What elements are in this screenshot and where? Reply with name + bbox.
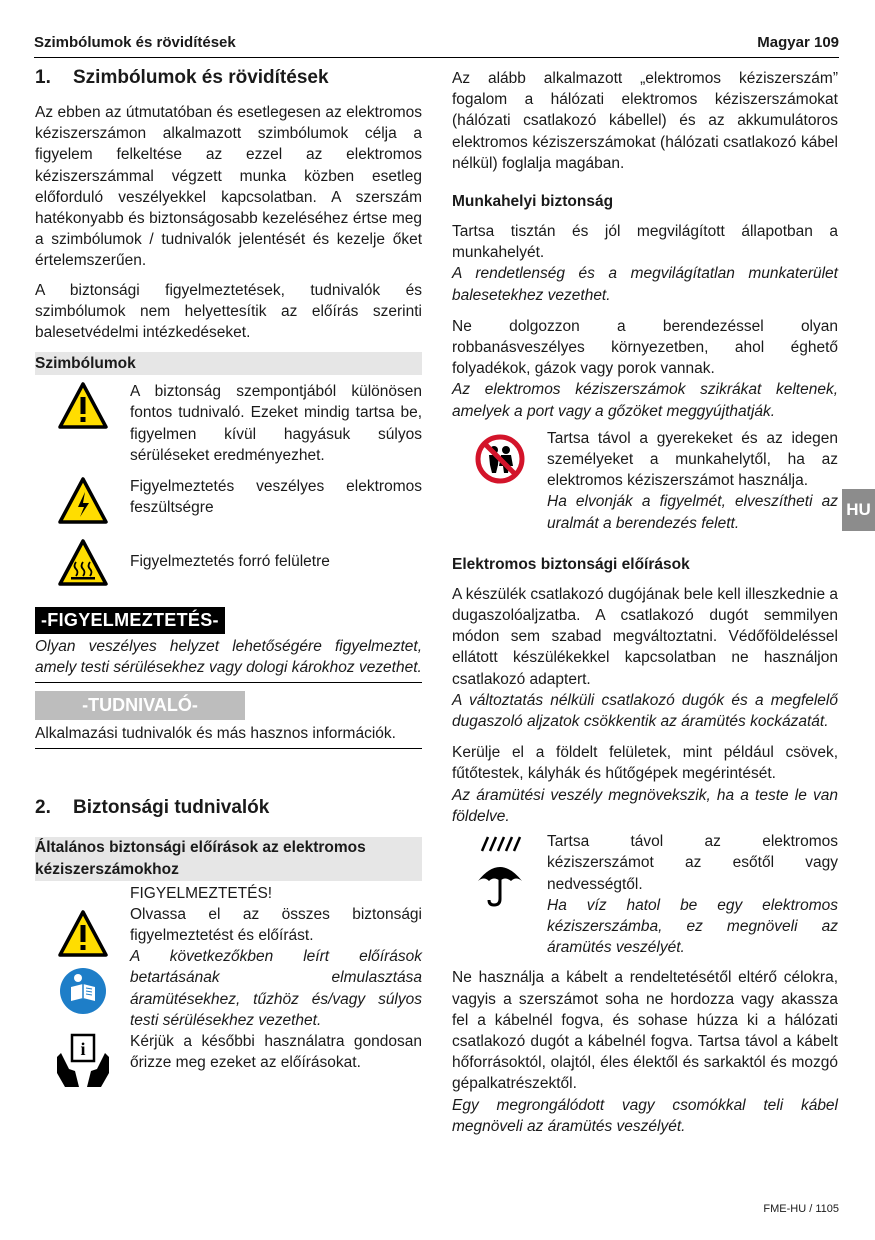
keep-instructions-icon <box>35 1031 130 1091</box>
symbol-row: i Kérjük a későbbi használatra gondosan őrizze meg ezeket az előírásokat. <box>35 1031 422 1091</box>
warning-triangle-icon <box>35 381 130 466</box>
section-1-title: 1. Szimbólumok és rövidítések <box>35 67 329 88</box>
paragraph: A biztonsági figyelmeztetések, tudnivalók és szimbólumok nem helyettesítik az előírás szerinti balesetvédelmi intézkedéseket. <box>35 281 422 342</box>
header-page: Magyar 109 <box>757 34 839 51</box>
language-tab: HU <box>842 489 875 531</box>
warning-label: -FIGYELMEZTETÉS- <box>35 607 422 634</box>
general-safety-heading: Általános biztonsági előírások az elektromos kéziszerszámokhoz <box>35 837 422 881</box>
electric-voltage-icon <box>35 476 130 526</box>
note-label: -TUDNIVALÓ- <box>35 691 422 720</box>
right-column: Az alább alkalmazott „elektromos kéziszerszám” fogalom a hálózati elektromos kéziszerszámokat (hálózati csatlakozó kábellel) és az akkumulátoros elektromos kéziszerszámokat (hálózati csatlakozó kábel nélkül) foglalja magában. Munkahelyi biztonság Tartsa tisztán és jól megvilágított állapotban a munkahelyét. A rendetlenség és a megvilágítatlan munkaterület balesetekhez vezethet. Ne dolgozzon a berendezéssel olyan robbanásveszélyes környezetben, ahol éghető folyadékok, gázok vagy porok vannak. Az elektromos kéziszerszámok szikrákat keltenek, amelyek a port vagy a gőzöket meggyújthatják. Tartsa távol a gyerekeket és az idegen személyeket a munkahelytől, ha az elektromos kéziszerszámot használja. Ha elvonják a figyelmét, elveszítheti az uralmát a berendezés felett. Elektromos biztonsági előírások A készülék csatlakozó dugójának bele kell illeszkednie a dugaszolóaljzatba. A csatlakozó dugót semmilyen módon sem szabad megváltoztatni. Védőföldeléssel ellátott készülékekkel kapcsolatban ne használjon csatlakozó adaptert. A változtatás nélküli csatlakozó dugók és a megfelelő dugaszoló aljzatok csökkentik az áramütés kockázatát. Kerülje el a földelt felületek, mint például csövek, fűtőtestek, kályhák és hűtőgépek megérintését. Az áramütési veszély megnövekszik, ha a teste le van földelve. Tartsa távol az elektromos kéziszerszámot az esőtől vagy nedvességtől. Ha víz hatol be egy elektromos kéziszerszámba, ez megnöveli az áramütés veszélyét. Ne használja a kábelt a rendeltetésétől eltérő célokra, vagyis a szerszámot soha ne hordozza vagy akassza fel a kábelnél fogva, és sohase húzza ki a hálózati csatlakozó dugót a kábelnél fogva. Tartsa távol a kábelt hőforrásoktól, olajtól, éles élektől és sarkaktól és mozgó gépalkatrészektől. Egy megrongálódott vagy csomókkal teli kábel megnöveli az áramütés veszélyét. <box>452 70 839 1135</box>
svg-text:i: i <box>79 1039 86 1060</box>
symbol-row: Tartsa távol a gyerekeket és az idegen személyeket a munkahelytől, ha az elektromos kéziszerszámot használja. Ha elvonják a figyelmét, elveszítheti az uralmát a berendezés felett. <box>452 428 838 534</box>
page-header <box>34 33 839 58</box>
hot-surface-icon <box>35 538 130 588</box>
paragraph: Az ebben az útmutatóban és esetlegesen az elektromos kéziszerszámon alkalmazott szimbólumok célja a figyelem felkeltése az ezzel az elektromos kéziszerszámmal végzett munka közben esetleg előforduló veszélyekkel kapcsolatban. A szerszám hatékonyabb és biztonságosabb kezeléséhez értse meg a szimbólumok / tudnivalók jelentését és kezelje őket értelemszerűen. <box>35 104 422 270</box>
electrical-safety-heading: Elektromos biztonsági előírások <box>452 555 690 573</box>
umbrella-rain-icon <box>452 831 547 958</box>
symbol-row: FIGYELMEZTETÉS! Olvassa el az összes biztonsági figyelmeztetést és előírást. A következőkben leírt előírások betartásának elmulasztása áramütésekhez, tűzhöz és/vagy súlyos testi sérülésekhez vezethet. <box>35 883 422 1031</box>
no-children-icon <box>452 428 547 534</box>
symbol-row: Figyelmeztetés forró felületre <box>35 538 422 588</box>
note-text: Alkalmazási tudnivalók és más hasznos információk. <box>35 723 422 748</box>
footer-code: FME-HU / 1105 <box>763 1203 839 1215</box>
symbols-heading: Szimbólumok <box>35 352 422 375</box>
section-2-title: 2. Biztonsági tudnivalók <box>35 796 270 818</box>
paragraph: Az alább alkalmazott „elektromos kéziszerszám” fogalom a hálózati elektromos kéziszerszámokat (hálózati csatlakozó kábellel) és az akkumulátoros elektromos kéziszerszámokat (hálózati csatlakozó kábel nélkül) foglalja magában. <box>452 70 838 172</box>
work-safety-heading: Munkahelyi biztonság <box>452 193 614 211</box>
left-column <box>35 62 422 1091</box>
warning-triangle-icon <box>57 909 109 959</box>
symbol-row: Tartsa távol az elektromos kéziszerszámot az esőtől vagy nedvességtől. Ha víz hatol be egy elektromos kéziszerszámba, ez megnöveli az áramütés veszélyét. <box>452 831 838 958</box>
warning-text: Olyan veszélyes helyzet lehetőségére figyelmeztet, amely testi sérülésekhez vagy dologi károkhoz vezethet. <box>35 636 422 683</box>
header-title: Szimbólumok és rövidítések <box>34 34 236 51</box>
read-manual-icon <box>59 967 107 1015</box>
symbol-row: A biztonság szempontjából különösen fontos tudnivaló. Ezeket mindig tartsa be, figyelmen kívül hagyásuk súlyos sérüléseket eredményezhet. <box>35 381 422 466</box>
symbol-row: Figyelmeztetés veszélyes elektromos feszültségre <box>35 476 422 526</box>
